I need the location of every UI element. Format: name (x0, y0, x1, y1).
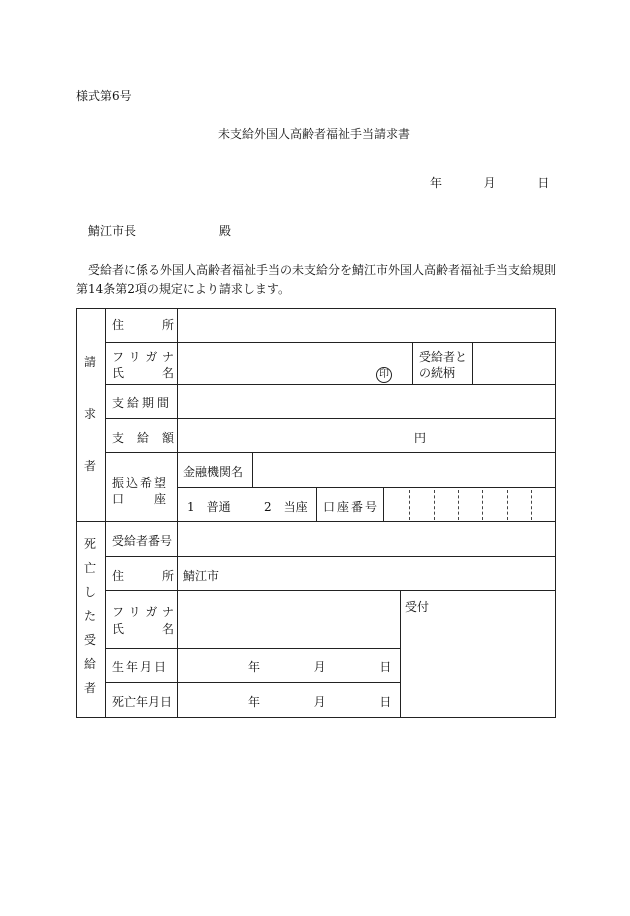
bank-name-field[interactable] (253, 453, 555, 487)
account-type-ordinary[interactable]: 1 普通 (187, 500, 231, 514)
receipt-label: 受付 (405, 600, 430, 614)
account-type-checking[interactable]: 2 当座 (264, 500, 308, 514)
label-char: ガ (145, 350, 158, 364)
label-char: ナ (161, 350, 174, 364)
label-char: 所 (161, 318, 174, 332)
body-text-line1: 受給者に係る外国人高齢者福祉手当の未支給分を鯖江市外国人高齢者福祉手当支給規則 (88, 263, 557, 277)
payment-period-label: 支給期間 (112, 396, 173, 410)
death-year-unit: 年 (248, 695, 261, 709)
relation-field[interactable] (473, 343, 555, 384)
claimant-name-label (112, 364, 174, 381)
account-number-label: 口座番号 (323, 500, 380, 514)
seal-mark: 印 (376, 367, 392, 383)
birth-day-unit: 日 (379, 660, 392, 674)
row-line (105, 648, 401, 649)
birth-year-unit: 年 (248, 660, 261, 674)
label-char: 額 (161, 431, 174, 445)
deceased-furigana-label (112, 603, 174, 620)
body-text-line2: 第14条第2項の規定により請求します。 (76, 282, 290, 296)
deceased-address-label (112, 567, 174, 584)
col-line-section (105, 308, 106, 718)
relation-label-line2: の続柄 (419, 366, 456, 380)
section-char: 者 (83, 459, 96, 473)
section-char: 給 (83, 657, 96, 671)
claimant-section-label (83, 356, 97, 472)
date-day: 日 (537, 176, 550, 190)
death-date-field[interactable] (248, 693, 391, 710)
payment-amount-label (112, 429, 174, 446)
label-char: リ (128, 605, 141, 619)
payment-amount-field[interactable] (178, 419, 412, 452)
account-number-field[interactable] (384, 488, 555, 521)
claimant-furigana-label (112, 348, 174, 365)
form-title: 未支給外国人高齢者福祉手当請求書 (218, 127, 411, 141)
section-char: し (83, 585, 96, 599)
relation-line-left (412, 342, 413, 385)
death-date-label: 死亡年月日 (112, 695, 173, 709)
section-char: 請 (83, 355, 96, 369)
table-border-right (555, 308, 556, 718)
account-type-line (316, 487, 317, 522)
date-year: 年 (430, 176, 443, 190)
label-char: 氏 (112, 622, 125, 636)
receipt-stamp-area (401, 591, 555, 717)
row-line (105, 682, 401, 683)
deceased-name-field[interactable] (178, 591, 400, 648)
label-char: 支 (112, 431, 125, 445)
addressee: 鯖江市長 (88, 224, 137, 238)
amount-unit: 円 (414, 431, 427, 445)
death-month-unit: 月 (313, 695, 326, 709)
birth-month-unit: 月 (313, 660, 326, 674)
section-char: 者 (83, 681, 96, 695)
section-char: 受 (83, 633, 96, 647)
claimant-address-label (112, 316, 174, 333)
label-char: 名 (161, 366, 174, 380)
recipient-number-field[interactable] (178, 522, 555, 556)
form-number: 様式第6号 (76, 89, 132, 103)
table-border-left (76, 308, 77, 718)
recipient-number-label: 受給者番号 (112, 534, 173, 548)
payment-period-field[interactable] (178, 385, 555, 418)
deceased-section-label (83, 538, 97, 694)
bank-name-label: 金融機関名 (183, 465, 244, 479)
claimant-address-field[interactable] (178, 309, 555, 342)
relation-label-line1: 受給者と (419, 350, 468, 364)
transfer-label-line2: 口 座 (112, 492, 169, 506)
transfer-label-line1: 振込希望 (112, 476, 169, 490)
label-char: 氏 (112, 366, 125, 380)
section-char: 求 (83, 407, 96, 421)
table-border-bottom (76, 717, 556, 718)
section-char: 死 (83, 537, 96, 551)
label-char: 給 (136, 431, 149, 445)
birth-date-label: 生年月日 (112, 660, 169, 674)
section-char: た (83, 609, 96, 623)
label-char: 住 (112, 318, 125, 332)
label-char: ナ (161, 605, 174, 619)
date-month: 月 (483, 176, 496, 190)
date-line (430, 174, 549, 191)
deceased-name-label (112, 620, 174, 637)
death-day-unit: 日 (379, 695, 392, 709)
label-char: フ (112, 350, 125, 364)
deceased-address-value[interactable]: 鯖江市 (183, 569, 220, 583)
label-char: 住 (112, 569, 125, 583)
birth-date-field[interactable] (248, 658, 391, 675)
label-char: リ (128, 350, 141, 364)
label-char: 所 (161, 569, 174, 583)
label-char: フ (112, 605, 125, 619)
label-char: 名 (161, 622, 174, 636)
row-line (105, 556, 556, 557)
label-char: ガ (145, 605, 158, 619)
honorific: 殿 (219, 224, 232, 238)
section-char: 亡 (83, 561, 96, 575)
